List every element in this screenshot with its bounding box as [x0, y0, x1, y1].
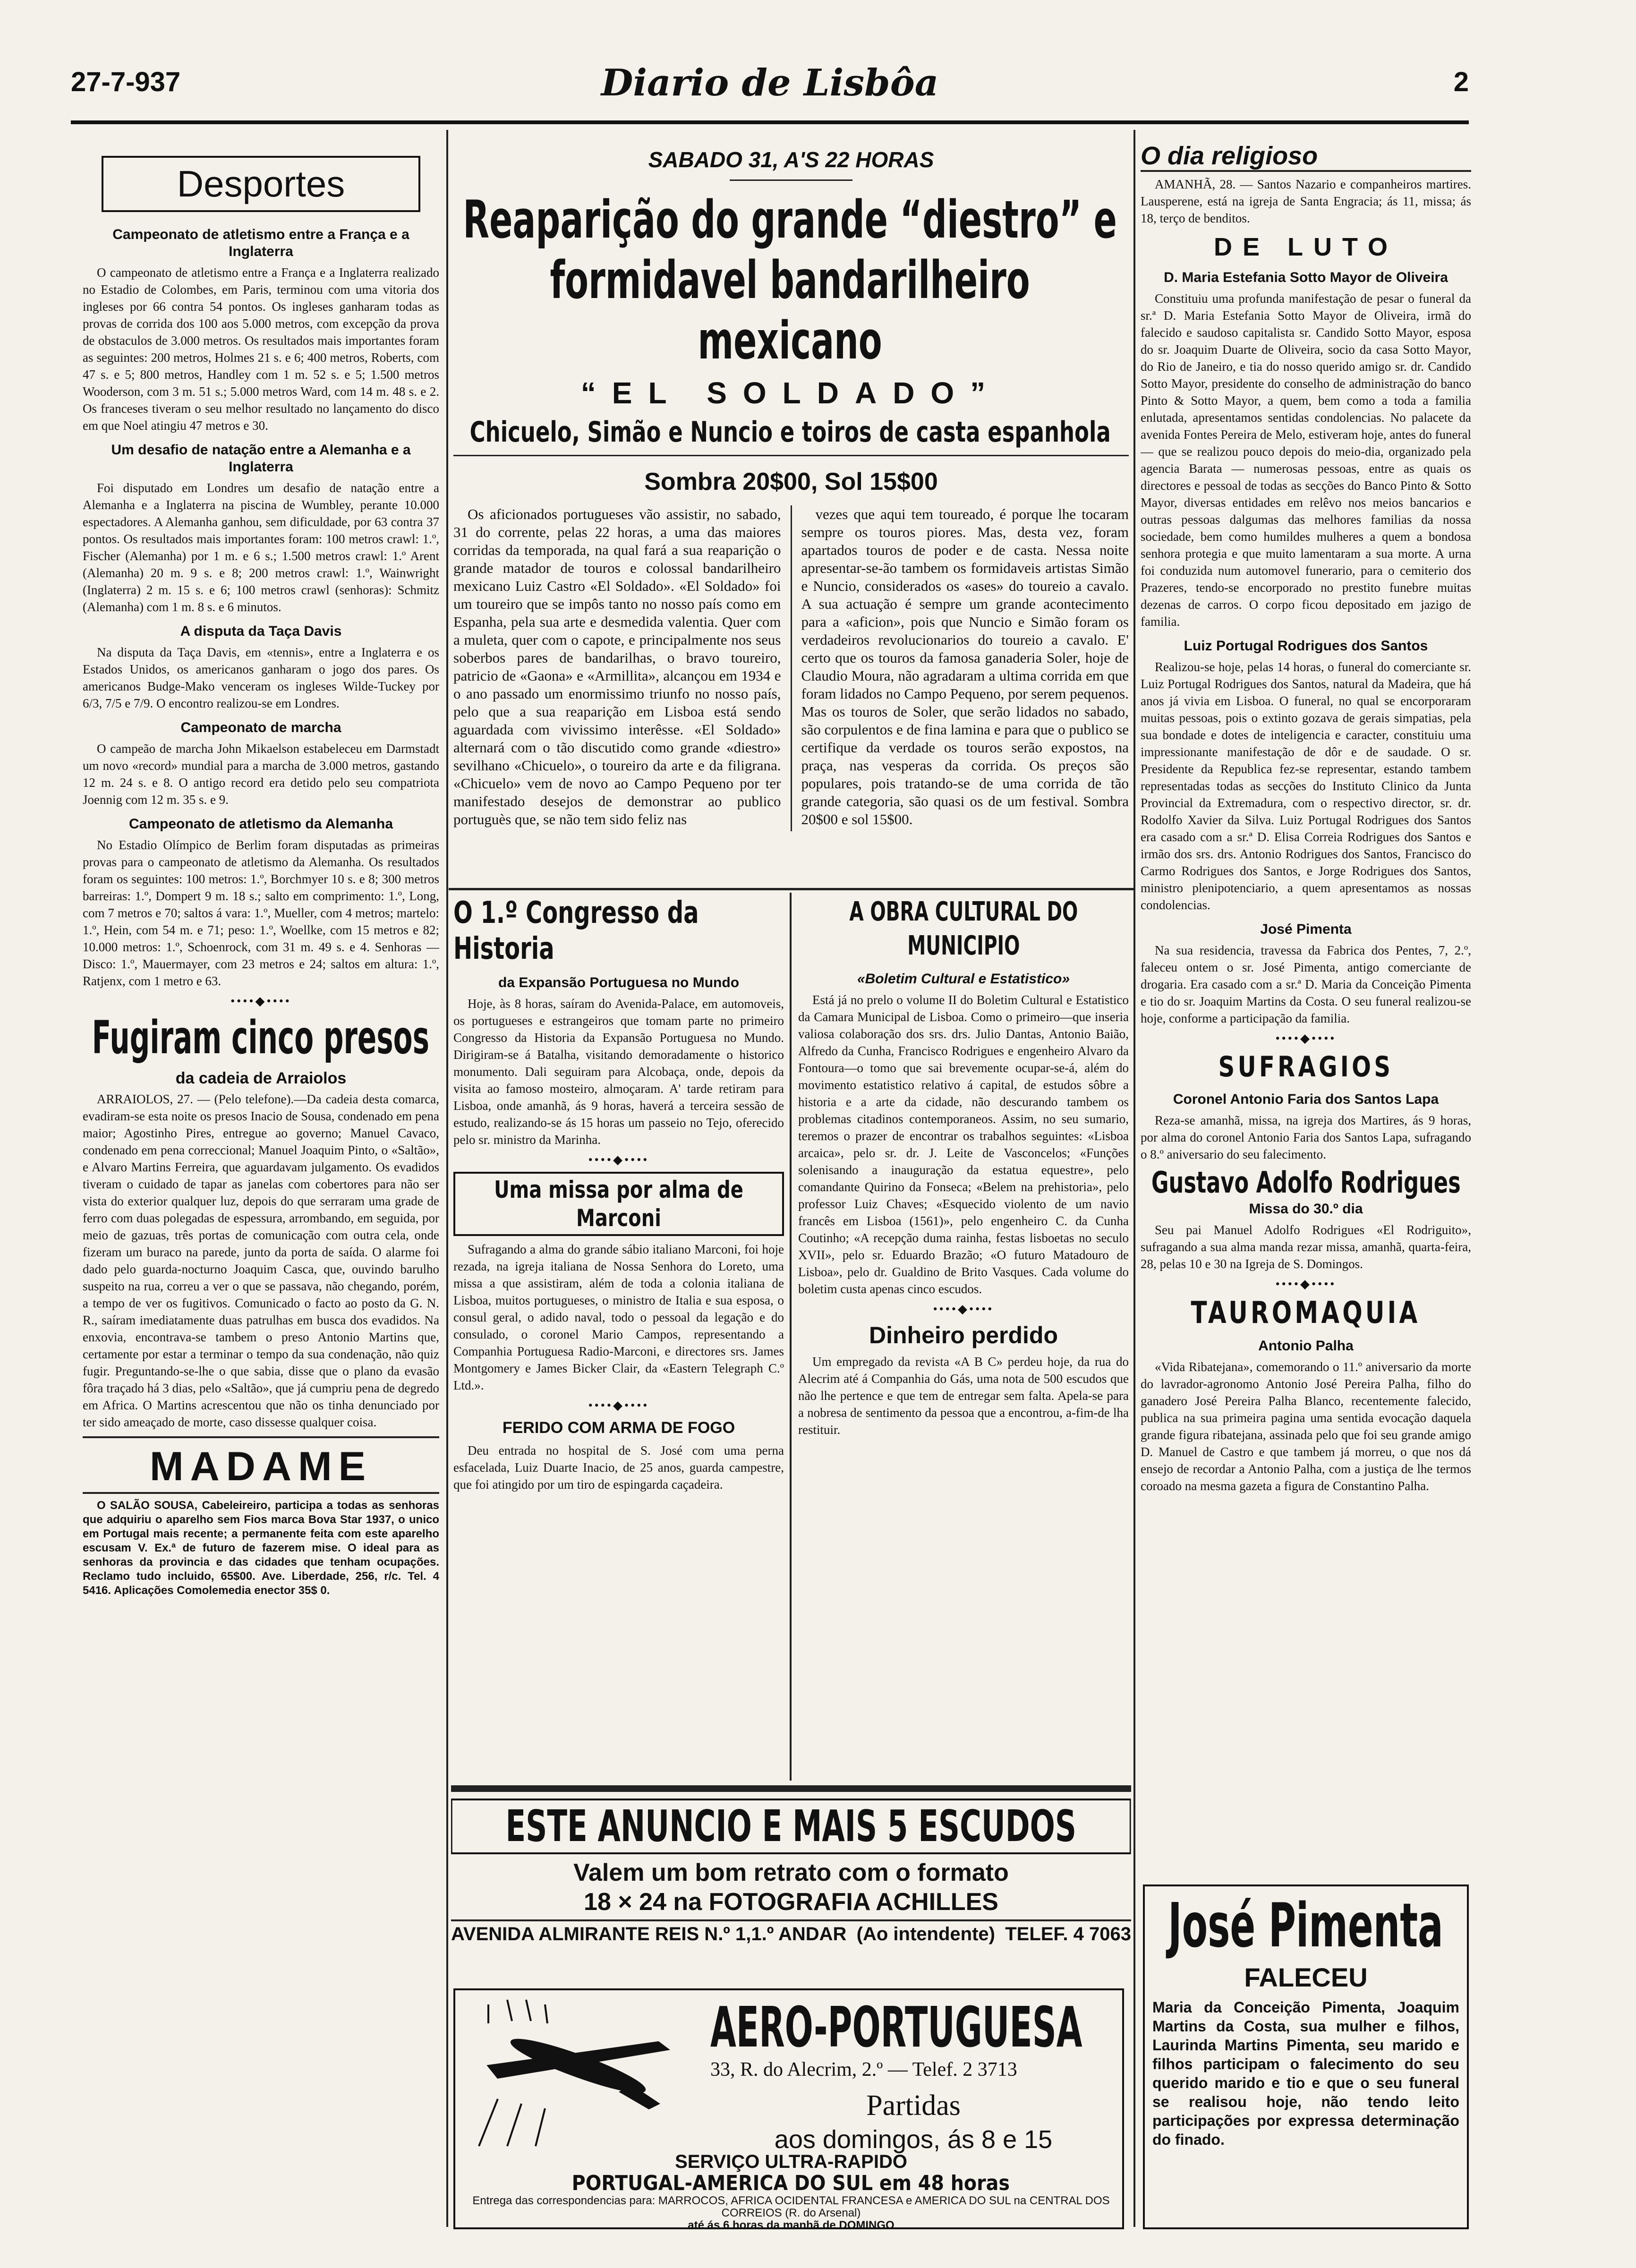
ad-departures: Partidas	[866, 2089, 961, 2122]
article-body	[83, 740, 439, 808]
article-text: Um empregado da revista «A B C» perdeu hoje, da rua do Alecrim até á Companhia do Gás, uma nota de 500 escudos que não lhe pertence e que tem de entregar sem falta. Apela-se para a nobresa de sentimento da pessoa que a encontrou, a-fim-de lha restituir.	[798, 1355, 1129, 1437]
left-column	[83, 142, 439, 2229]
masthead-rule	[71, 120, 1469, 124]
sufragio-heading: Gustavo Adolfo Rodrigues	[1151, 1165, 1461, 1200]
article-body-left	[453, 505, 781, 831]
marconi-header	[453, 1172, 784, 1236]
ad-line: Valem um bom retrato com o formato	[573, 1859, 1009, 1886]
ad-text: O SALÃO SOUSA, Cabeleireiro, participa a todas as senhoras que adquiriu o aparelho sem Fios marca Bova Star 1937, o unico em Portugal mais recente; a permanente feita com este aparelho escusam V. Ex.ª de futuro de fazerem mise. O ideal para as senhoras da provincia e das cidades que tenham ocupações. Reclamo tudo incluido, 65$00. Ave. Liberdade, 256, r/c. Tel. 4 5416. Aplicações Comolemedia enector 35$ 0.	[83, 1499, 439, 1597]
article-heading: Campeonato de marcha	[180, 720, 341, 735]
column-rule	[446, 130, 448, 2227]
aero-header	[710, 1997, 1116, 2155]
center-top-article	[453, 142, 1129, 883]
article-text: AMANHÃ, 28. — Santos Nazario e companheiros martires. Lausperene, está na igreja de Santa Engracia; ás 11, missa; ás 18, terço de benditos.	[1141, 177, 1471, 225]
article-body	[798, 1353, 1129, 1438]
article-body	[83, 644, 439, 712]
airplane-illustration	[460, 1995, 696, 2151]
article-text: ARRAIOLOS, 27. — (Pelo telefone).—Da cadeia desta comarca, evadiram-se esta noite os presos Inacio de Sousa, condenado em pena maior; Agostinho Pires, entregue ao governo; Manuel Cavaco, condenado em pena correccional; Manuel Joaquim Pinto, o «Saltão», e Alvaro Martins Ferreira, que aguardavam julgamento. Os evadidos tiveram o cuidado de tapar as janelas com cobertores para não ser vista do exterior qualquer luz, depois do que serraram uma grade de ferro com duas polegadas de espessura, arrombando, em seguida, por meio de gazuas, três portas de comunicação com outra cela, onde fizeram um buraco na parede, junto da porta de saída. O alarme foi dado pelo guarda-nocturno Joaquim Casca, que, ouvindo barulho suspeito na rua, correu a ver o que se passava, não chegando, porém, a tempo de ver os fugitivos. Comunicado o facto ao posto da G. N. R., saíram imediatamente duas patrulhas em busca dos evadidos. Na enxovia, encontrava-se tambem o preso Antonio Martins que, certamente por estar a terminar o tempo da sua condenação, não quiz fugir. Preguntando-se-lhe o que sabia, disse que o plano da evasão fôra traçado há 3 dias, pelo «Saltão», que já cumpriu pena de degredo em Africa. O Martins acrescentou que não os tinha denunciado por ter sido ameaçado de morte, caso dissesse qualquer coisa.	[83, 1092, 439, 1429]
sun-ray	[545, 2004, 547, 2023]
section-title: Desportes	[177, 163, 345, 205]
speed-line	[507, 2104, 521, 2146]
ad-phone: TELEF. 4 7063	[1005, 1924, 1131, 1944]
article-body	[453, 1442, 784, 1493]
ad-headline: ESTE ANUNCIO E MAIS 5 ESCUDOS	[451, 1799, 1131, 1854]
section-title: SUFRAGIOS	[1218, 1050, 1394, 1083]
article-text: Hoje, às 8 horas, saíram do Avenida-Palace, em automoveis, os portugueses e estrangeiros que tomam parte no primeiro Congresso da Historia da Expansão Portuguesa no Mundo. Dirigiram-se á Batalha, visitando demoradamente o historico monumento. Dali seguiram para Alcobaça, onde, depois da visita ao famoso mosteiro, almoçaram. A' tarde retiram para Lisboa, onde amanhã, ás 9 horas, haverá a terceira sessão de estudo, realizando-se ás 15 horas um passeio no Tejo, oferecido pelo sr. ministro da Marinha.	[453, 997, 784, 1147]
page-number: 2	[1453, 67, 1469, 97]
article-heading: Antonio Palha	[1258, 1338, 1354, 1354]
speed-line	[536, 2108, 545, 2146]
madame-ad-body	[83, 1499, 439, 1598]
article-text: Foi disputado em Londres um desafio de natação entre a Alemanha e a Inglaterra na piscina de Wumbley, perante 10.000 espectadores. A Alemanha ganhou, sem dificuldade, por 63 contra 37 pontos. Os resultados mais importantes foram: 100 metros crawl: 1.º, Fischer (Alemanha) por 1 m. e 6 s.; 1.500 metros crawl: 1.º Arent (Alemanha) 20 m. 9 s. e 8; 200 metros crawl: 1.º, Wainwright (Inglaterra) 2 m. 15 s. e 6; 100 metros crawl (senhoras): Schmitz (Alemanha) com 1 m. 8 s. e 6 minutos.	[83, 481, 439, 614]
obituary-notice-box	[1143, 1884, 1469, 2229]
article-text: O campeão de marcha John Mikaelson estabeleceu em Darmstadt um novo «record» mundial para a marcha de 3.000 metros, gastando 12 m. 24 s. e 8. O antigo record era detido pelo seu compatriota Joennig com 12 m. 35 s. e 9.	[83, 742, 439, 807]
masthead	[71, 61, 1469, 109]
ad-schedule: aos domingos, ás 8 e 15	[774, 2125, 1053, 2154]
article-heading: Campeonato de atletismo da Alemanha	[128, 816, 393, 832]
headline: A OBRA CULTURAL DO MUNICIPIO	[849, 896, 1078, 961]
obituary-body	[1141, 658, 1471, 913]
ornament-divider: ••••◆••••	[230, 994, 291, 1008]
sun-ray	[507, 2000, 512, 2021]
obituary-heading: José Pimenta	[1260, 921, 1352, 937]
aero-details	[458, 2154, 1119, 2229]
subheadline: da cadeia de Arraiolos	[175, 1069, 347, 1087]
service-route: PORTUGAL-AMERICA DO SUL em 48 horas	[571, 2171, 1010, 2195]
column-rule	[791, 505, 792, 831]
obituary-heading: D. Maria Estefania Sotto Mayor de Oliveira	[1164, 270, 1448, 285]
subheadline: da Expansão Portuguesa no Mundo	[498, 975, 740, 990]
obituary-heading: Luiz Portugal Rodrigues dos Santos	[1184, 638, 1428, 654]
ornament-divider: ••••◆••••	[1275, 1277, 1337, 1291]
headline: Uma missa por alma de Marconi	[494, 1176, 743, 1232]
ad-address-row	[451, 1919, 1131, 1947]
article-body	[1141, 1358, 1471, 1494]
section-title: DE LUTO	[1213, 233, 1398, 261]
article-text: Deu entrada no hospital de S. José com uma perna esfacelada, Luiz Duarte Inacio, de 25 anos, guarda campestre, que foi atingido por um tiro de espingarda caçadeira.	[453, 1443, 784, 1492]
matador-name: “EL SOLDADO”	[580, 376, 1002, 410]
headline: Dinheiro perdido	[869, 1322, 1058, 1348]
section-title: TAUROMAQUIA	[1191, 1296, 1421, 1330]
notice-name: José Pimenta	[1168, 1891, 1443, 1961]
ornament-divider: ••••◆••••	[933, 1302, 994, 1316]
article-body	[83, 264, 439, 434]
ad-headline: AERO-PORTUGUESA	[710, 1995, 1082, 2060]
article-text: «Vida Ribatejana», comemorando o 11.º aniversario da morte do lavrador-agronomo Antonio José Pereira Palha, filho do ganadero José Pereira Palha Blanco, recentemente falecido, publica na sua primeira pagina uma sentida evocação daquela grande figura ribatejana, assinada pelo que foi seu grande amigo D. Manuel de Castro e que tambem já morreu, o que nos dá ensejo de recordar a Antonio Palha, com a justiça de lhe termos coroado na mesma gazeta a figura de Constantino Palha.	[1141, 1360, 1471, 1493]
obituary-text: Realizou-se hoje, pelas 14 horas, o funeral do comerciante sr. Luiz Portugal Rodrigues dos Santos, natural da Madeira, que há anos já vivia em Lisboa. O funeral, no qual se encorporaram muitas pessoas, pois o extinto gozava de gerais simpatias, pela sua bondade e dotes de inteligencia e caracter, constituiu uma impressionante manifestação de dôr e de saudade. O sr. Presidente da Republica fez-se representar, estando tambem representadas todas as secções do Instituto Clinico da Junta Provincial da Extremadura, com o respectivo director, sr. dr. Rodolfo Xavier da Silva. Luiz Portugal Rodrigues dos Santos era casado com a sr.ª D. Elisa Correia Rodrigues dos Santos e irmão dos srs. drs. Antonio Rodrigues dos Santos, Francisco do Carmo Rodrigues dos Santos, e Jorge Rodrigues dos Santos, ministro plenipotenciario, a quem apresentamos as nossas condolencias.	[1141, 660, 1471, 912]
article-body	[1141, 176, 1471, 227]
sufragio-body	[1141, 1221, 1471, 1272]
achilles-ad	[451, 1785, 1131, 1990]
article-text: Os aficionados portugueses vão assistir, no sabado, 31 do corrente, pelas 22 horas, a uma das maiores corridas da temporada, na qual fará a sua reaparição o grande matador de touros e colossal bandarilheiro mexicano Luiz Castro «El Soldado». «El Soldado» foi um toureiro que se impôs tanto no nosso país como em Espanha, pela sua arte e desmedida valentia. Quer com a muleta, quer com o capote, e principalmente nos seus soberbos pares de bandarilhas, o bravo toureiro, patricio de «Gaona» e «Armillita», alcançou em 1934 e o ano passado um enormissimo triunfo no nosso país, pelo que a sua reaparição em Lisboa está sendo aguardada com vivissimo interêsse. «El Soldado» alternará com o tão discutido como grande «diestro» sevilhano «Chicuelo», o toureiro da arte e da filigrana. «Chicuelo» vem de novo ao Campo Pequeno por ter manifestado desejos de demonstrar ao publico portuguès que, se não tem sido feliz nas	[453, 506, 781, 827]
ornament-divider: ••••◆••••	[588, 1398, 649, 1412]
obituary-body	[1141, 942, 1471, 1027]
section-title: O dia religioso	[1141, 142, 1471, 172]
divider	[83, 1492, 439, 1494]
headline: FERIDO COM ARMA DE FOGO	[502, 1419, 735, 1437]
column-rule	[790, 893, 792, 1781]
ad-note: (Ao intendente)	[856, 1924, 995, 1944]
article-heading: Campeonato de atletismo entre a França e a Inglaterra	[112, 227, 409, 259]
ad-line: 18 × 24 na FOTOGRAFIA ACHILLES	[584, 1888, 998, 1916]
notice-heading: FALECEU	[1244, 1962, 1368, 1992]
service-deadline: até ás 6 horas da manhã de DOMINGO	[688, 2219, 895, 2232]
article-text: Na disputa da Taça Davis, em «tennis», entre a Inglaterra e os Estados Unidos, os americanos ganharam o jogo dos pares. Os americanos Budge-Mako venceram os ingleses Wilde-Tuckey por 6/3, 7/5 e 7/9. O encontro realizou-se em Londres.	[83, 645, 439, 710]
speed-line	[479, 2099, 498, 2146]
headline: Reaparição do grande “diestro” e formidavel bandarilheiro mexicano	[463, 189, 1117, 371]
article-body	[83, 1091, 439, 1431]
sufragio-subheading: Missa do 30.º dia	[1249, 1201, 1363, 1217]
service-title: SERVIÇO ULTRA-RAPIDO	[675, 2151, 907, 2172]
headline: Fugiram cinco presos	[92, 1011, 429, 1064]
article-body-right	[801, 505, 1129, 831]
section-rule	[449, 888, 1133, 890]
subheadline: Chicuelo, Simão e Nuncio e toiros de casta espanhola	[469, 416, 1111, 449]
ad-address: 33, R. do Alecrim, 2.º — Telef. 2 3713	[710, 2059, 1017, 2080]
center-right-column	[798, 895, 1129, 1778]
article-text: Sufragando a alma do grande sábio italiano Marconi, foi hoje rezada, na igreja italiana de Nossa Senhora do Loreto, uma missa a que assistiram, além de toda a colonia italiana de Lisboa, muitos portugueses, o ministro de Italia e sua esposa, o consul geral, o adido naval, todo o pessoal da legação e do consulado, o coronel Mario Campos, representando a Companhia Portuguesa Radio-Marconi, e directores srs. James Montgomery e James Bicker Clair, da «Eastern Telegraph C.º Ltd.».	[453, 1242, 784, 1392]
divider	[83, 1436, 439, 1438]
article-body	[453, 995, 784, 1148]
ornament-divider: ••••◆••••	[1275, 1032, 1337, 1045]
sufragio-text: Seu pai Manuel Adolfo Rodrigues «El Rodriguito», sufragando a sua alma manda rezar missa, amanhã, quarta-feira, 28, pelas 10 e 30 na Igreja de S. Domingos.	[1141, 1223, 1471, 1271]
subheadline: «Boletim Cultural e Estatistico»	[857, 971, 1070, 987]
newspaper-title: Diario de Lisbôa	[601, 61, 939, 104]
headline: O 1.º Congresso da Historia	[453, 895, 699, 966]
article-text: No Estadio Olímpico de Berlim foram disputadas as primeiras provas para o campeonato de atletismo da Alemanha. Os resultados foram os seguintes: 100 metros: 1.º, Borchmyer 10 s. e 8; 300 metros barreiras: 1.º, Dompert 9 m. 18 s.; salto em comprimento: 1.º, Long, com 7 metros e 70; saltos á vara: 1.º, Mueller, com 4 metros; martelo: 1.º, Hein, com 54 m. e 71; peso: 1.º, Woellke, com 15 metros e 82; 10.000 metros: 1.º, Schoenrock, com 31 m. 49 s. e 4. Senhoras — Disco: 1.º, Mauermayer, com 23 metros e 24; saltos em altura: 1.º, Ratjenx, com 1 metro e 63.	[83, 838, 439, 988]
notice-body: Maria da Conceição Pimenta, Joaquim Martins da Costa, sua mulher e filhos, Laurinda Martins Pimenta, seu marido e filhos participam o falecimento do seu querido marido e tio e que o seu funeral se realisou hoje, não tendo leito participações por expressa determinação do finado.	[1152, 1999, 1459, 2148]
article-body	[83, 836, 439, 989]
column-rule	[1133, 130, 1135, 2227]
article-text: vezes que aqui tem toureado, é porque lhe tocaram sempre os touros piores. Mas, desta vez, foram apartados touros de poder e de casta. Nessa noite apresentar-se-ão tambem os formidaveis artistas Simão e Nuncio, considerados os «ases» do toureio a cavalo. A sua actuação é sempre um grande acontecimento para a «aficion», pois que Nuncio e Simão foram os verdadeiros revolucionarios do toureio a cavalo. E' certo que os touros da famosa ganaderia Soler, hoje de Claudio Moura, não agradaram a ultima corrida em que foram lidados no Campo Pequeno, por serem pequenos. Mas os touros de Soler, que serão lidados no sabado, são corpulentos e de fina lamina e para que o publico se certifique da verdade os touros serão expostos, na praça, nas vesperas da corrida. Os preços são populares, pois tratando-se de uma corrida de tão grande categoria, são quasi os de um festival. Sombra 20$00 e sol 15$00.	[801, 506, 1129, 827]
madame-headline: MADAME	[150, 1444, 372, 1489]
article-body	[83, 479, 439, 615]
center-left-column	[453, 895, 784, 1778]
article-text: Está já no prelo o volume II do Boletim Cultural e Estatistico da Camara Municipal de Lisboa. Como o primeiro—que inseria valiosa colaboração dos srs. drs. Julio Dantas, Antonio Baião, Alfredo da Cunha, Francisco Rodrigues e engenheiro Alvaro da Fontoura—o tomo que sai brevemente ocupar-se-á, além do movimento estatistico relativo á capital, de estudos sôbre a historia e a arte da cidade, não descurando tambem os problemas citadinos contemporaneos. Assim, no seu sumario, teremos o prazer de encontrar os trabalhos seguintes: «Lisboa arcaica», pelo sr. dr. J. Leite de Vasconcelos; «Funções solenisando a inauguração da estatua equestre», pelo comandante Quirino da Fonseca; «Belem na prehistoria», pelo professor Luiz Chaves; «Esquecido violento de um navio francês em Lisboa (1561)», pelo engenheiro C. da Cunha Coutinho; «A recepção duma rainha, festas lisboetas no seculo XVII», pelo sr. Eduardo Brazão; «O futuro Matadouro de Lisboa», pelo dr. Gualdino de Brito Vasques. Cada volume do boletim custa apenas cinco escudos.	[798, 993, 1129, 1296]
ad-address: AVENIDA ALMIRANTE REIS N.º 1,1.º ANDAR	[451, 1924, 847, 1944]
sufragio-body	[1141, 1112, 1471, 1163]
obituary-text: Constituiu uma profunda manifestação de pesar o funeral da sr.ª D. Maria Estefania Sotto Mayor de Oliveira, irmã do falecido e saudoso capitalista sr. Candido Sotto Mayor, esposa do sr. Joaquim Duarte de Oliveira, socio da casa Sotto Mayor, do Rio de Janeiro, e tia do nosso querido amigo sr. dr. Candido Sotto Mayor, presidente do conselho de administração do banco Pinto & Sotto Mayor, a quem, bem como a toda a familia enlutada, apresentamos sentidas condolencias. No palacete da avenida Fontes Pereira de Melo, estiveram hoje, antes do funeral — que se realizou pouco depois do meio-dia, organizado pela agencia Barata — numerosas pessoas, entre as quais os directores e pessoal de todas as secções do Banco Pinto & Sotto Mayor, diversas entidades em relêvo nos meios bancarios e outras pessoas dalgumas das melhores familias da nossa sociedade, bem como humildes mulheres a quem a bondosa senhora protegia e que muito lamentaram a sua morte. A urna foi conduzida num automovel funerario, para o cemiterio dos Prazeres, tendo-se encorporado no prestito funebre muitas dezenas de carros. O corpo ficou depositado em jazigo de familia.	[1141, 291, 1471, 629]
sufragio-text: Reza-se amanhã, missa, na igreja dos Martires, ás 9 horas, por alma do coronel Antonio Faria dos Santos Lapa, sufragando o 8.º aniversario do seu falecimento.	[1141, 1113, 1471, 1161]
obituary-text: Na sua residencia, travessa da Fabrica dos Pentes, 7, 2.º, faleceu ontem o sr. José Pimenta, antigo comerciante de drogaria. Era casado com a sr.ª D. Maria da Conceição Pimenta e tio do sr. Joaquim Martins da Costa. O seu funeral realizou-se hoje, conforme a participação da familia.	[1141, 943, 1471, 1025]
obituary-body	[1141, 290, 1471, 630]
article-columns	[453, 505, 1129, 831]
sun-ray	[526, 2000, 531, 2021]
short-rule	[730, 179, 852, 181]
issue-date: 27-7-937	[71, 67, 181, 97]
ticket-prices: Sombra 20$00, Sol 15$00	[644, 468, 938, 495]
kicker: SABADO 31, A'S 22 HORAS	[648, 147, 934, 172]
ornament-divider: ••••◆••••	[588, 1153, 649, 1167]
sufragio-heading: Coronel Antonio Faria dos Santos Lapa	[1173, 1091, 1439, 1107]
article-body	[453, 1241, 784, 1394]
divider	[453, 455, 1129, 456]
service-note: Entrega das correspondencias para: MARROCOS, AFRICA OCIDENTAL FRANCESA e AMERICA DO SUL na CENTRAL DOS CORREIOS (R. do Arsenal)	[472, 2194, 1110, 2219]
article-body	[798, 991, 1129, 1297]
article-heading: Um desafio de natação entre a Alemanha e a Inglaterra	[111, 442, 411, 475]
article-text: O campeonato de atletismo entre a França e a Inglaterra realizado no Estadio de Colombes, em Paris, terminou com uma vitoria dos ingleses por 66 contra 54 pontos. Os ingleses ganharam todas as provas de corrida dos 100 aos 5.000 metros, com excepção da prova de obstaculos de 3.000 metros. Os resultados mais importantes foram as seguintes: 200 metros, Holmes 21 s. e 6; 400 metros, Roberts, com 47 s. e 5; 800 metros, Handley com 1 m. 52 s. e 5; 1.500 metros Wooderson, com 3 m. 51 s.; 5.000 metros Ward, com 14 m. 48 s. e 2. Os franceses tiveram o seu melhor resultado no lançamento do disco em que Noel atingiu 47 metros e 30.	[83, 265, 439, 433]
desportes-header	[102, 156, 420, 212]
article-heading: A disputa da Taça Davis	[180, 623, 342, 639]
